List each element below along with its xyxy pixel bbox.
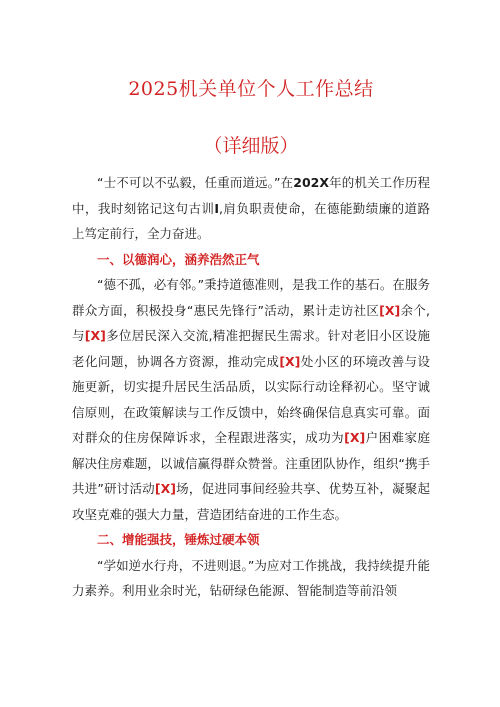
s1-text-4: 处小区的环境改善与设施更新，切实提升居民生活品质，以实际行动诠释初心。坚守诚信原则，在政策解读与工作反馈中，始终确保信息真实可靠。面对群众的住房保障诉求，全程跟进落实，成功为 [72,353,430,445]
intro-paragraph [72,170,430,247]
s1-placeholder-3: [X] [279,353,301,369]
intro-year: 202X [293,175,330,190]
section-2-paragraph [72,553,430,604]
intro-text-2: 年的机关工作历程中，我时刻铭记这句古训 [72,175,430,216]
s1-text-2: 余个,与 [72,302,430,343]
s1-placeholder-2: [X] [84,328,106,343]
document-subtitle: （详细版） [203,135,299,157]
intro-text-3: ,肩负职责使命，在德能勤绩廉的道路上笃定前行，全力奋进。 [72,200,430,241]
section-1-paragraph [72,272,430,527]
section-1-heading: 一、以德润心，涵养浩然正气 [97,251,260,267]
s1-text-5: 户困难家庭解决住房难题，以诚信赢得群众赞誉。注重团队协作，组织“携手共进”研讨活动 [72,430,430,496]
s1-text-3: 多位居民深入交流,精准把握民生需求。针对老旧小区设施老化问题，协调各方资源，推动完成 [72,328,430,369]
s2-text-1: “学如逆水行舟，不进则退。”为应对工作挑战，我持续提升能力素养。利用业余时光，钻研绿色能源、智能制造等前沿领 [72,557,430,598]
s1-placeholder-4: [X] [344,430,366,445]
intro-mark: I [214,200,219,216]
intro-text-1: “士不可以不弘毅，任重而道远。”在 [97,175,294,190]
s1-placeholder-5: [X] [154,481,176,496]
s1-placeholder-1: [X] [379,302,401,318]
s1-text-6: 场，促进同事间经验共享、优势互补，凝聚起攻坚克难的强大力量，营造团结奋进的工作生态。 [72,481,430,522]
s1-text-1: “德不孤，必有邻。”秉持道德准则，是我工作的基石。在服务群众方面，积极投身“惠民先锋行”活动，累计走访社区 [72,277,430,318]
section-2-heading: 二、增能强技，锤炼过硬本领 [97,532,260,547]
document-title: 2025机关单位个人工作总结 [128,78,374,100]
